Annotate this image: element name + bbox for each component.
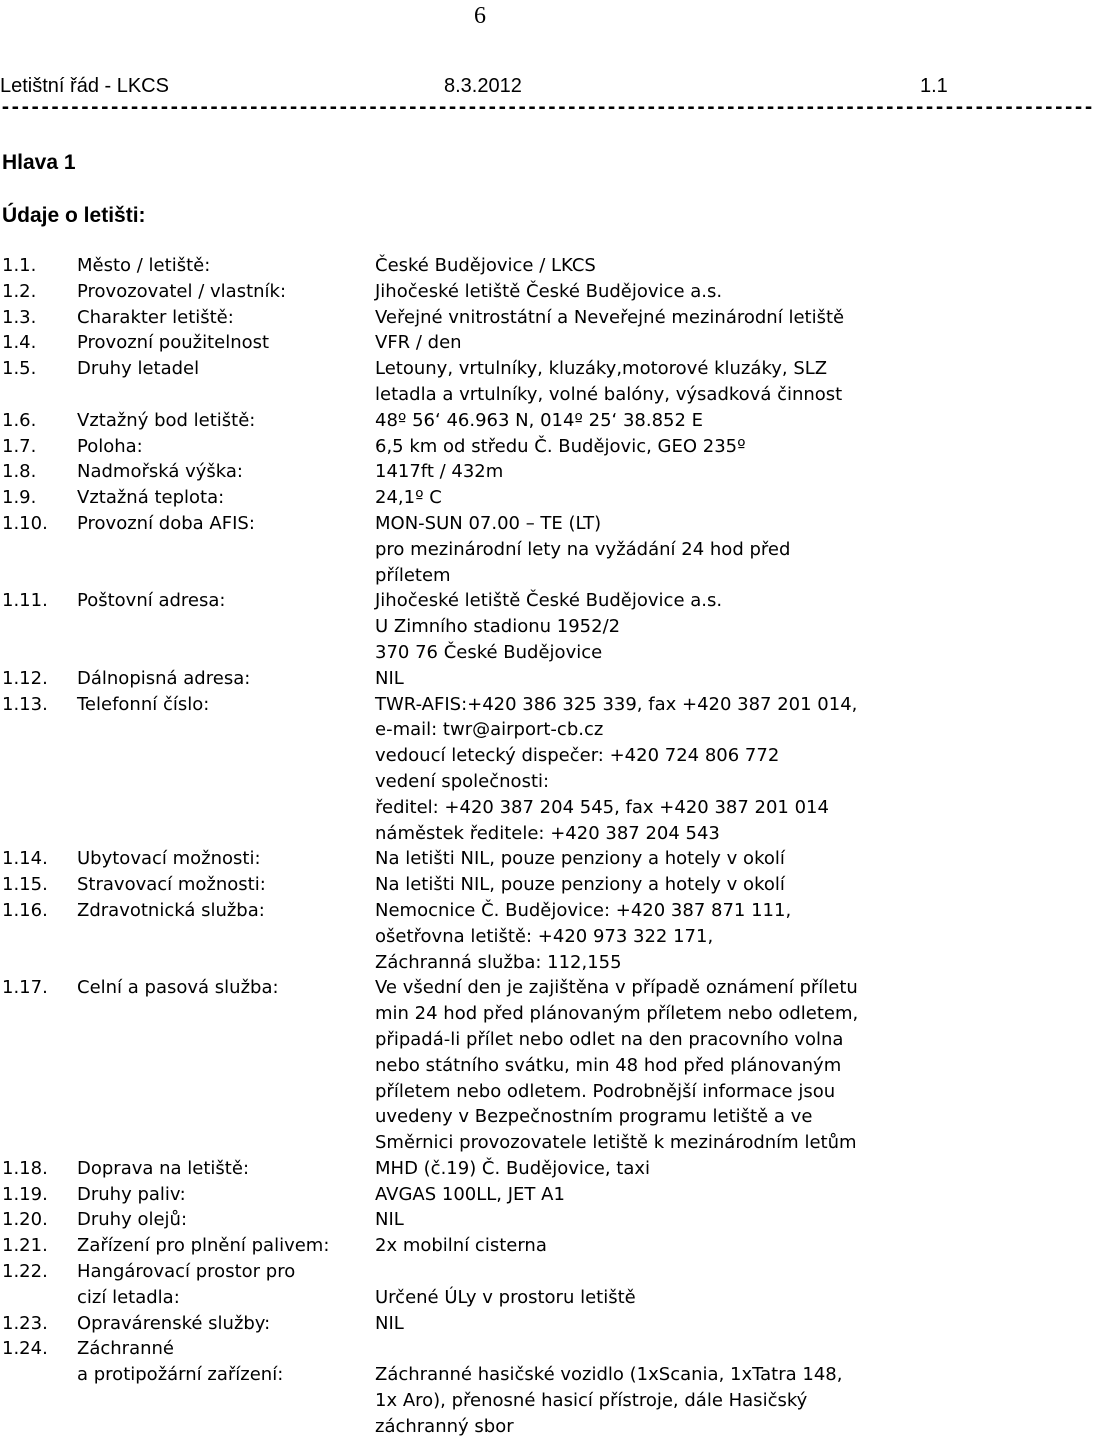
item-label-line: Záchranné <box>77 1338 174 1360</box>
list-item <box>0 872 960 898</box>
item-number: 1.7. <box>2 435 37 457</box>
item-value <box>375 356 960 408</box>
item-value-line: záchranný sbor <box>375 1415 514 1437</box>
item-label <box>77 1233 375 1259</box>
item-label <box>77 975 375 1001</box>
item-value-line: uvedeny v Bezpečnostním programu letiště a ve <box>375 1106 813 1128</box>
item-value-line: Na letišti NIL, pouze penziony a hotely v okolí <box>375 874 785 896</box>
list-item <box>0 408 960 434</box>
item-value-line: Směrnici provozovatele letiště k mezinárodním letům <box>375 1132 857 1154</box>
item-value-line: 48º 56‘ 46.963 N, 014º 25‘ 38.852 E <box>375 409 704 431</box>
list-item <box>0 898 960 975</box>
list-item <box>0 279 960 305</box>
item-number: 1.12. <box>2 667 48 689</box>
list-item <box>0 1311 960 1337</box>
item-value-line: 2x mobilní cisterna <box>375 1235 547 1257</box>
item-label <box>77 1207 375 1233</box>
item-value-line: 24,1º C <box>375 487 442 509</box>
item-label <box>77 666 375 692</box>
item-value <box>375 459 960 485</box>
item-number: 1.19. <box>2 1183 48 1205</box>
item-value-line: ošetřovna letiště: +420 973 322 171, <box>375 925 714 947</box>
item-value-line: náměstek ředitele: +420 387 204 543 <box>375 822 720 844</box>
document-header <box>0 72 960 100</box>
item-label <box>77 898 375 924</box>
item-value-line: 370 76 České Budějovice <box>375 641 603 663</box>
item-label <box>77 1336 375 1388</box>
item-label-line: cizí letadla: <box>77 1286 180 1308</box>
item-label <box>77 1182 375 1208</box>
item-value <box>375 1156 960 1182</box>
item-value-line: vedení společnosti: <box>375 770 550 792</box>
item-value <box>375 1311 960 1337</box>
item-number: 1.9. <box>2 487 37 509</box>
item-number: 1.13. <box>2 693 48 715</box>
item-label-line: Celní a pasová služba: <box>77 977 279 999</box>
item-value-line: Záchranné hasičské vozidlo (1xScania, 1xTatra 148, <box>375 1364 843 1386</box>
item-value-line: ředitel: +420 387 204 545, fax +420 387 201 014 <box>375 796 829 818</box>
list-item <box>0 330 960 356</box>
item-value-line: VFR / den <box>375 332 462 354</box>
item-number: 1.3. <box>2 306 37 328</box>
item-value-line: NIL <box>375 1209 404 1231</box>
item-label-line: Ubytovací možnosti: <box>77 848 261 870</box>
item-number: 1.8. <box>2 461 37 483</box>
item-value-spacer <box>375 1336 960 1362</box>
item-value-line: Veřejné vnitrostátní a Neveřejné mezinárodní letiště <box>375 306 845 328</box>
list-item <box>0 588 960 665</box>
item-label <box>77 511 375 537</box>
item-value-line: U Zimního stadionu 1952/2 <box>375 616 621 638</box>
item-value-line: Jihočeské letiště České Budějovice a.s. <box>375 280 723 302</box>
item-value-line: MHD (č.19) Č. Budějovice, taxi <box>375 1157 651 1179</box>
list-item <box>0 305 960 331</box>
item-value <box>375 305 960 331</box>
list-item <box>0 459 960 485</box>
item-label-line: Provozní použitelnost <box>77 332 270 354</box>
item-value <box>375 846 960 872</box>
item-value-line: příletem nebo odletem. Podrobnější informace jsou <box>375 1080 836 1102</box>
list-item <box>0 1207 960 1233</box>
list-item <box>0 1156 960 1182</box>
item-value-line: Určené ÚLy v prostoru letiště <box>375 1286 636 1308</box>
item-number: 1.17. <box>2 977 48 999</box>
item-label-line: Poloha: <box>77 435 143 457</box>
item-value-line: České Budějovice / LKCS <box>375 255 596 276</box>
item-value-line: příletem <box>375 564 451 586</box>
item-number: 1.11. <box>2 590 48 612</box>
list-item <box>0 1233 960 1259</box>
list-item <box>0 485 960 511</box>
item-label-line: Provozovatel / vlastník: <box>77 280 287 302</box>
item-value-line: nebo státního svátku, min 48 hod před plánovaným <box>375 1054 842 1076</box>
item-value <box>375 1207 960 1233</box>
item-value-line: Nemocnice Č. Budějovice: +420 387 871 111, <box>375 899 792 921</box>
list-item <box>0 666 960 692</box>
item-value <box>375 279 960 305</box>
item-label <box>77 1156 375 1182</box>
list-item <box>0 253 960 279</box>
item-value <box>375 434 960 460</box>
item-label-line: Druhy olejů: <box>77 1209 188 1231</box>
item-value-line: e-mail: twr@airport-cb.cz <box>375 719 604 741</box>
item-value <box>375 975 960 1156</box>
header-rule: -------------------------------------------------------------------------------------------------------------- <box>0 97 1093 118</box>
list-item <box>0 1259 960 1311</box>
item-label <box>77 1311 375 1337</box>
item-label <box>77 253 375 279</box>
item-label-line: a protipožární zařízení: <box>77 1364 284 1386</box>
item-value <box>375 666 960 692</box>
item-value-line: pro mezinárodní lety na vyžádání 24 hod před <box>375 538 791 560</box>
item-label-line: Telefonní číslo: <box>77 693 210 715</box>
item-value-line: 6,5 km od středu Č. Budějovic, GEO 235º <box>375 435 746 457</box>
list-item <box>0 846 960 872</box>
item-label <box>77 459 375 485</box>
item-label <box>77 279 375 305</box>
item-label <box>77 846 375 872</box>
item-label-line: Vztažná teplota: <box>77 487 225 509</box>
item-value-line: MON-SUN 07.00 – TE (LT) <box>375 512 602 534</box>
item-label <box>77 588 375 614</box>
item-number: 1.5. <box>2 358 37 380</box>
item-value-line: TWR-AFIS:+420 386 325 339, fax +420 387 201 014, <box>375 693 858 715</box>
item-number: 1.22. <box>2 1261 48 1283</box>
item-value-line: Záchranná služba: 112,155 <box>375 951 622 973</box>
item-label <box>77 305 375 331</box>
item-value-line: Letouny, vrtulníky, kluzáky,motorové kluzáky, SLZ <box>375 358 828 380</box>
item-value-line: připadá-li přílet nebo odlet na den pracovního volna <box>375 1028 844 1050</box>
item-label-line: Charakter letiště: <box>77 306 234 328</box>
item-label <box>77 872 375 898</box>
item-number: 1.21. <box>2 1235 48 1257</box>
item-number: 1.23. <box>2 1312 48 1334</box>
item-label-line: Opravárenské služby: <box>77 1312 271 1334</box>
item-number: 1.18. <box>2 1157 48 1179</box>
item-value-line: vedoucí letecký dispečer: +420 724 806 772 <box>375 745 780 767</box>
item-number: 1.1. <box>2 255 37 276</box>
item-label <box>77 434 375 460</box>
item-value <box>375 1336 960 1439</box>
item-value <box>375 511 960 588</box>
item-number: 1.6. <box>2 409 37 431</box>
chapter-heading: Hlava 1 <box>2 151 76 174</box>
item-label-line: Vztažný bod letiště: <box>77 409 256 431</box>
item-label-line: Doprava na letiště: <box>77 1157 250 1179</box>
list-item <box>0 511 960 588</box>
item-label <box>77 1259 375 1311</box>
item-value <box>375 253 960 279</box>
document-version: 1.1 <box>920 75 948 97</box>
list-item <box>0 1336 960 1439</box>
item-value <box>375 872 960 898</box>
item-value-line: AVGAS 100LL, JET A1 <box>375 1183 565 1205</box>
item-number: 1.10. <box>2 512 48 534</box>
item-value-line: 1417ft / 432m <box>375 461 504 483</box>
item-value <box>375 485 960 511</box>
item-value <box>375 330 960 356</box>
item-number: 1.4. <box>2 332 37 354</box>
item-label <box>77 408 375 434</box>
item-number: 1.20. <box>2 1209 48 1231</box>
item-label <box>77 692 375 718</box>
item-number: 1.14. <box>2 848 48 870</box>
item-value <box>375 408 960 434</box>
item-label-line: Zařízení pro plnění palivem: <box>77 1235 330 1257</box>
item-label <box>77 330 375 356</box>
list-item <box>0 975 960 1156</box>
item-label-line: Nadmořská výška: <box>77 461 243 483</box>
item-value-line: 1x Aro), přenosné hasicí přístroje, dále Hasičský <box>375 1390 808 1412</box>
item-value <box>375 1259 960 1311</box>
list-item <box>0 1182 960 1208</box>
page-number: 6 <box>474 3 486 29</box>
item-number: 1.16. <box>2 899 48 921</box>
list-item <box>0 692 960 847</box>
item-label <box>77 485 375 511</box>
item-value-line: Ve všední den je zajištěna v případě oznámení příletu <box>375 977 858 999</box>
airport-data-list <box>0 253 960 1440</box>
item-label-line: Poštovní adresa: <box>77 590 226 612</box>
item-number: 1.2. <box>2 280 37 302</box>
item-value-line: Jihočeské letiště České Budějovice a.s. <box>375 590 723 612</box>
item-label-line: Zdravotnická služba: <box>77 899 265 921</box>
item-value <box>375 692 960 847</box>
document-date: 8.3.2012 <box>444 75 522 97</box>
item-label-line: Stravovací možnosti: <box>77 874 266 896</box>
list-item <box>0 434 960 460</box>
item-value-line: NIL <box>375 667 404 689</box>
item-label-line: Město / letiště: <box>77 255 211 276</box>
item-value <box>375 588 960 665</box>
item-label-line: Druhy paliv: <box>77 1183 186 1205</box>
item-value <box>375 898 960 975</box>
item-value <box>375 1182 960 1208</box>
item-value-line: NIL <box>375 1312 404 1334</box>
item-value-line: min 24 hod před plánovaným příletem nebo odletem, <box>375 1003 859 1025</box>
item-label-line: Dálnopisná adresa: <box>77 667 251 689</box>
item-value-spacer <box>375 1259 960 1285</box>
section-heading: Údaje o letišti: <box>2 204 146 227</box>
list-item <box>0 356 960 408</box>
item-label <box>77 356 375 382</box>
item-number: 1.24. <box>2 1338 48 1360</box>
item-value-line: letadla a vrtulníky, volné balóny, výsadková činnost <box>375 383 843 405</box>
item-value <box>375 1233 960 1259</box>
document-title: Letištní řád - LKCS <box>0 75 169 97</box>
item-value-line: Na letišti NIL, pouze penziony a hotely v okolí <box>375 848 785 870</box>
item-label-line: Hangárovací prostor pro <box>77 1261 296 1283</box>
item-number: 1.15. <box>2 874 48 896</box>
item-label-line: Provozní doba AFIS: <box>77 512 255 534</box>
item-label-line: Druhy letadel <box>77 358 200 380</box>
